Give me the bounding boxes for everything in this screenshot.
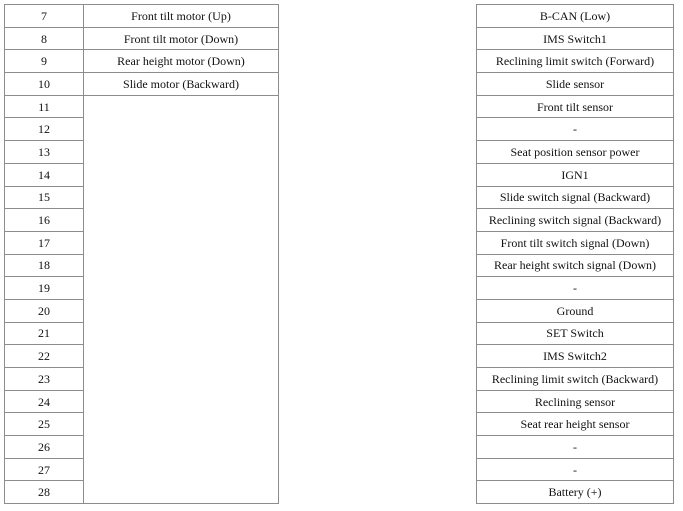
table-row — [477, 481, 674, 504]
table-row — [477, 299, 674, 322]
signal-description-cell: - — [477, 436, 674, 459]
signal-description-cell: IGN1 — [477, 163, 674, 186]
table-row — [477, 345, 674, 368]
pin-number-cell: 28 — [5, 481, 84, 504]
table-row — [477, 163, 674, 186]
signal-description-cell: Slide sensor — [477, 73, 674, 96]
table-row — [477, 458, 674, 481]
table-row — [477, 368, 674, 391]
pin-number-cell: 22 — [5, 345, 84, 368]
pin-description-cell: Front tilt motor (Down) — [84, 27, 279, 50]
pin-number-cell: 9 — [5, 50, 84, 73]
pin-number-cell: 7 — [5, 5, 84, 28]
pin-description-cell: Slide motor (Backward) — [84, 73, 279, 96]
signal-description-cell: Ground — [477, 299, 674, 322]
pin-number-cell: 26 — [5, 436, 84, 459]
signal-description-cell: - — [477, 458, 674, 481]
signal-description-cell: Reclining switch signal (Backward) — [477, 209, 674, 232]
signal-description-cell: Seat position sensor power — [477, 141, 674, 164]
pin-number-cell: 19 — [5, 277, 84, 300]
pin-number-cell: 24 — [5, 390, 84, 413]
table-row — [5, 27, 279, 50]
table-row — [477, 436, 674, 459]
pin-number-cell: 15 — [5, 186, 84, 209]
signal-description-cell: Reclining limit switch (Forward) — [477, 50, 674, 73]
left-pin-table-body — [5, 5, 279, 504]
pin-number-cell: 10 — [5, 73, 84, 96]
table-row — [477, 118, 674, 141]
left-pin-table — [4, 4, 279, 504]
signal-description-cell: Front tilt switch signal (Down) — [477, 231, 674, 254]
table-row — [477, 95, 674, 118]
pin-number-cell: 18 — [5, 254, 84, 277]
table-row — [477, 186, 674, 209]
table-row — [477, 5, 674, 28]
pin-number-cell: 21 — [5, 322, 84, 345]
signal-description-cell: - — [477, 277, 674, 300]
table-row — [477, 50, 674, 73]
signal-description-cell: SET Switch — [477, 322, 674, 345]
signal-description-cell: Reclining sensor — [477, 390, 674, 413]
table-row — [477, 277, 674, 300]
table-row — [477, 27, 674, 50]
signal-description-cell: Battery (+) — [477, 481, 674, 504]
table-row — [5, 50, 279, 73]
table-row — [477, 231, 674, 254]
signal-description-cell: IMS Switch1 — [477, 27, 674, 50]
signal-description-cell: Front tilt sensor — [477, 95, 674, 118]
pin-number-cell: 13 — [5, 141, 84, 164]
pin-number-cell: 14 — [5, 163, 84, 186]
table-row — [477, 322, 674, 345]
table-row — [477, 254, 674, 277]
table-row — [477, 73, 674, 96]
pin-number-cell: 12 — [5, 118, 84, 141]
table-row — [5, 5, 279, 28]
pin-number-cell: 17 — [5, 231, 84, 254]
right-pin-table — [476, 4, 674, 504]
table-row — [477, 141, 674, 164]
pin-number-cell: 11 — [5, 95, 84, 118]
pin-number-cell: 27 — [5, 458, 84, 481]
signal-description-cell: Rear height switch signal (Down) — [477, 254, 674, 277]
table-row — [477, 390, 674, 413]
table-row — [477, 209, 674, 232]
pin-description-cell: Front tilt motor (Up) — [84, 5, 279, 28]
empty-merged-cell — [84, 95, 279, 503]
signal-description-cell: B-CAN (Low) — [477, 5, 674, 28]
signal-description-cell: Reclining limit switch (Backward) — [477, 368, 674, 391]
pin-number-cell: 23 — [5, 368, 84, 391]
signal-description-cell: Slide switch signal (Backward) — [477, 186, 674, 209]
pin-number-cell: 8 — [5, 27, 84, 50]
signal-description-cell: Seat rear height sensor — [477, 413, 674, 436]
right-pin-table-body — [477, 5, 674, 504]
signal-description-cell: IMS Switch2 — [477, 345, 674, 368]
pin-number-cell: 20 — [5, 299, 84, 322]
signal-description-cell: - — [477, 118, 674, 141]
pin-number-cell: 16 — [5, 209, 84, 232]
table-row — [5, 73, 279, 96]
table-row — [5, 95, 279, 118]
pin-description-cell: Rear height motor (Down) — [84, 50, 279, 73]
table-row — [477, 413, 674, 436]
pin-number-cell: 25 — [5, 413, 84, 436]
